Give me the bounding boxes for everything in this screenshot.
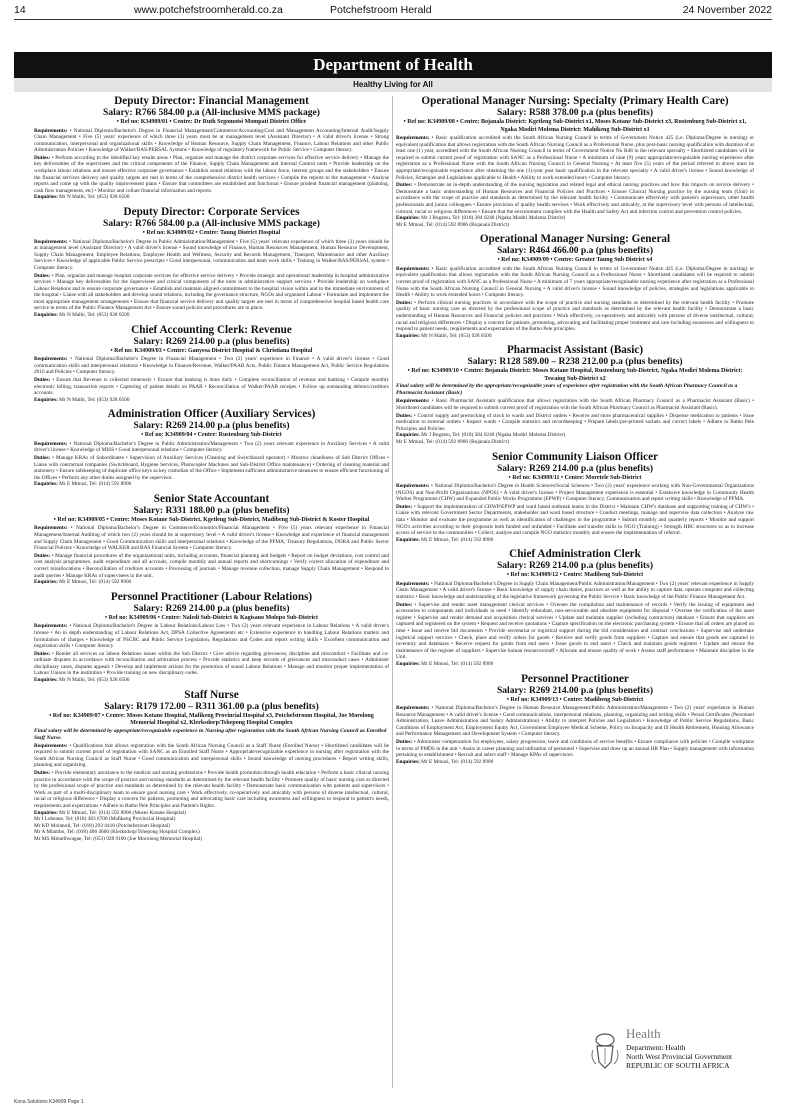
job-reference: • Ref no: K34909/11 • Centre: Moretele Sub-District: [508, 474, 642, 481]
enquiries-label: Enquiries:: [34, 194, 58, 201]
job-reference: • Ref no: K34909/07 • Centre: Moses Kotane Hospital, Mafikeng Provincial Hospital x3, Potchefstroom Hospital, Joe Morolong Memorial Hospital x2, Klerksdorp/Tshepong Hospital Complex: [49, 712, 374, 727]
paragraph-text: • Ensure that Revenue is collected timeously • Ensure that banking is done daily • Complete reconciliation of revenue and banking • Compile monthly electronic billing, transaction reports • Capturing of patient details on PAAB • Reconciliation of Walker/PAAB receipts • Follow up outstanding debtors/creditors accounts.: [34, 376, 389, 397]
job-listing: [396, 673, 754, 766]
paragraph-text: • National Diploma/Bachelor's Degree in Human Resource Management/Public Administration/Management • Two (2) years' experience in Human Resource Management • A valid driver's license • Good communications, interpersonal relations, planning, organizing and writing skills • Persal Certificates (Personnel Administration, Leave Administration and Salary Administration) • Ability to interpret Policies and Legislation • Knowledge of Public Service Regulations, Basic Conditions of Employment Act, Employment Equity Act, Government Employee Medical Scheme, Policy on Incapacity and Ill Health Retirement, Housing Allowance and Performance Management and Development System • Computer literacy.: [396, 705, 754, 738]
paragraph-label: Requirements:: [34, 127, 68, 134]
paragraph-label: Duties:: [396, 739, 413, 746]
enquiries: [34, 677, 389, 684]
enquiries-contact: Mr E Mmusi, Tel: (014) 592 8906 (Bojanala District): [396, 221, 509, 228]
job-paragraph: [396, 182, 754, 215]
job-paragraph: [396, 581, 754, 601]
enquiries-contact: Mr A Mlambo, Tel: (018) 406 4600 (Klerksdorp/Tshepong Hospital Complex): [34, 829, 200, 836]
enquiries-contact: Mr I Lebeane, Tel: (018) 383 6700 (Mafikeng Provincial Hospital): [34, 816, 176, 823]
enquiries: [34, 397, 389, 404]
logo-province: North West Provincial Government: [626, 1052, 733, 1061]
paragraph-label: Duties:: [34, 650, 51, 657]
paragraph-text: • National Diploma/Bachelor's Degree in Financial Management • Two (2) years' experience in Finance • A valid driver's license • Good communication skills and interpersonal relations • Knowledge in Finance/Revenue, Walker/PAAB Acts, Public Finance Management Act, Public Service Regulations 2016 and Policies • Computer literacy.: [34, 356, 389, 376]
job-title: Chief Administration Clerk: [509, 548, 641, 561]
enquiries-label: Enquiries:: [34, 809, 58, 816]
paragraph-label: Duties:: [34, 272, 51, 279]
paragraph-text: • National Diploma/Bachelor's Degree in Labour Relations/Labour Law • Two (2) years relevant experience in Labour Relations • A valid driver's license • An in depth understanding of Labour Relations Act, DPSA Collective Agreements etc • Extensive experience in handling Labour Relations matters and formulation of charges • Knowledge of PSCBC and Public Service Legislation, Regulations and Codes and report writing skills • Excellent communication and negotiation skills • Computer literacy.: [34, 623, 389, 650]
enquiries-contact: Mr E Mmusi, Tel: (014) 592 8906: [59, 579, 132, 586]
job-paragraph: [34, 770, 389, 810]
job-salary: Salary: R269 214.00 p.a (plus benefits): [133, 603, 290, 614]
paragraph-label: Requirements:: [396, 580, 430, 587]
paragraph-label: Duties:: [34, 455, 51, 461]
job-title: Chief Accounting Clerk: Revenue: [131, 323, 292, 336]
job-title: Operational Manager Nursing: Specialty (Primary Health Care): [421, 95, 729, 107]
job-reference: • Ref no: K34909/08 • Centre: Bojanala District: Kgetleng Sub-District x1, Moses Kotane Sub-District x3, Rustenburg Sub-District x1, Ngaka Modiri Molema District: Mahikeng Sub-District x1: [403, 119, 747, 133]
job-salary: Salary: R269 214.00 p.a (plus benefits): [133, 336, 290, 347]
enquiries-label: Enquiries:: [396, 215, 420, 222]
job-reference: • Ref no: K34909/02 • Centre: Taung District Hospital: [142, 230, 281, 237]
job-reference: • Ref no: K34909/12 • Centre: Madibeng Sub-District: [506, 572, 644, 579]
job-paragraph: [396, 504, 754, 537]
paragraph-label: Duties:: [396, 182, 413, 189]
job-paragraph: [34, 441, 389, 454]
website-url[interactable]: www.potchefstroomherald.co.za: [134, 4, 283, 16]
enquiries-contact: Mr N Malbi, Tel: (053) 928 0500: [59, 677, 130, 684]
job-title: Personnel Practitioner (Labour Relations): [110, 590, 313, 603]
job-reference: • Ref no: K34909/05 • Centre: Moses Kotane Sub-District, Kgetleng Sub-District, Madibeng Sub-District & Koster Hospital: [53, 516, 370, 523]
job-paragraph: [396, 413, 754, 433]
paragraph-label: Requirements:: [396, 483, 430, 489]
logo-wordmark: Health: [626, 1026, 661, 1041]
job-paragraph: [34, 273, 389, 313]
paragraph-text: • National Diploma/Bachelor's Degree in Public Administration/Management • Two (2) years relevant experience in Auxiliary Services • A valid driver's license • Knowledge of MISS • Good interpersonal relations • Computer literacy.: [34, 440, 389, 454]
paragraph-text: • Plan, organize and manage hospital corporate services for effective service delivery • Provide strategic and operational leadership in hospital administrative services • Manage key deliverables for the Supervisees and critical components of the units in administrative support services • Provide leadership on workplace Labour Relations and to ensure corporate governance • Establish and maintain aligned commitment to the hospital vision within and in the immediate environment of the hospital • Liaise with all stakeholders and develop sound relations, including the governance structure, NGOs and organized Labour • Formulate and implement the most appropriate management arrangements • Ensure that financial service delivery and quality targets are met in terms of comprehensive hospital based health care service in terms of the Public Finance Management Act • Ensure sound policies and procedures are in place.: [34, 272, 389, 312]
logo-country: REPUBLIC OF SOUTH AFRICA: [626, 1061, 730, 1070]
enquiries: [396, 333, 754, 340]
job-paragraph: [396, 705, 754, 738]
paragraph-text: • Support the implementation of CHWP/EPWP and ward based outbreak teams in the District • Maintain CHW's database and supporting training of CHW's • Liaise with relevant Government Sector Departments, stakeholder and ward based structure • Conduct meetings, manage and supervise data collection • Analyse raw data • Monitor and evaluate the programme as well as identification of challenges in the programme • Submit monthly and quarterly reports • Monitor and support NGO's activities according to their proposals both funded and unfunded • Facilitate and transfer skills to NGO (Training) • Strength HBC structures so as to increase access of service to the communities • Collect, analyse and compile NGO statistics monthly and ensure the implementation of referral.: [396, 503, 754, 537]
job-paragraph: [34, 377, 389, 397]
salary-note: Final salary will be determined by appropriate/recognizable experience in Nursing after registration with the South African Nursing Council as Enrolled Staff Nurse.: [34, 727, 387, 741]
job-listing: [396, 95, 754, 228]
coat-of-arms-icon: [588, 1032, 622, 1072]
job-title: Personnel Practitioner: [521, 672, 629, 685]
job-paragraph: [396, 602, 754, 661]
enquiries-contact: Mr E Mmusi, Tel: (014) 592 8906: [421, 660, 494, 667]
paragraph-text: • Demonstrate an in-depth understanding of the nursing legislation and related legal and ethical nursing practices and how this impacts on service delivery • Demonstrate a basic understanding of Human Resources and Financial Policies and Practices • Ensure Clinical Nursing practice by the nursing team (Unit) in accordance with the scope of practice and standards as determined by the relevant health facility • Communicate effectively with patient's supervisors, other health professionals and junior colleagues • Ensure provision of quality health services • Work effectively and amicably, at the supervisory level with persons of intellectual, cultural, racial or religious differences • Ensure that the environment complies with the Health and Safety Act and infection control and prevention control policies.: [396, 182, 754, 215]
paragraph-text: • National Diploma/Bachelor's Degree in Financial Management/Commerce/Accounting/Cost and Management Accounting/Internal Audit/Supply Chain Management • Five (5) years' experience of which three (3) years must be at management level (Assistant Director) • A valid driver's license • Strong communication, interpersonal and organizational skills • Knowledge of Human Resource, Supply Chain Management, Finance, Labour Relations and other Public Administration Policies • Knowledge of Walker/BAS/PERSAL Systems • Knowledge of regulatory framework for Public Service • Computer literacy.: [34, 127, 389, 154]
enquiries: [34, 579, 389, 586]
paragraph-text: • Basic qualification accredited with the South African Nursing Council in terms of Government Notice 425 (i.e. Diploma/Degree in nursing) or equivalent qualification that allows registration with the South African Nursing Council as a Professional Nurse • Shortlisted candidates will be required to submit current proof of registration with SANC as a Professional Nurse • A minimum of 7 years appropriate/recognisable nursing experience after registration as a Professional Nurse with the South African Nursing Council in General Nursing • A valid driver's license • Sound knowledge of policies, strategies and legislations applicable to Health • Ability to work extended hours • Computer literacy.: [396, 265, 754, 299]
job-salary: Salary: R766 584.00 p.a (All-inclusive MMS package): [103, 219, 320, 230]
job-paragraph: [34, 623, 389, 649]
paragraph-text: • Perform clinical nursing practices in accordance with the scope of practice and nursing standards as determined by the relevant health facility • Promote quality of basic nursing care as directed by the professional scope of practice and standards as determined by the relevant health facility • Demonstrate a basic understanding of Human Resources and Financial policies and practices • Work effectively, co-operatively and amicably with persons of diverse intellectual, cultural, racial and religious differences • Display a concern for patients, promoting, advocating and facilitating proper treatment and care including awareness and willingness to respond to patient needs, requirements and expectations of the Batho Pele principles.: [396, 299, 754, 333]
job-paragraph: [396, 300, 754, 333]
health-logo: [588, 1026, 764, 1082]
job-paragraph: [34, 239, 389, 272]
job-paragraph: [396, 266, 754, 299]
paragraph-label: Duties:: [34, 552, 51, 559]
job-salary: Salary: R128 589.00 – R238 212.00 p.a (plus benefits): [467, 357, 683, 368]
enquiries-contact: Mr E Mmusi, Tel: (014) 592 8906: [421, 758, 494, 765]
enquiries-label: Enquiries:: [396, 536, 420, 543]
enquiries-label: Enquiries:: [396, 660, 420, 667]
paragraph-label: Requirements:: [34, 238, 68, 245]
masthead: [14, 4, 772, 18]
enquiries-label: Enquiries:: [396, 432, 420, 439]
job-reference: • Ref no: K34909/13 • Centre: Madibeng Sub-District: [506, 696, 644, 703]
enquiries-contact: Mr KD Molatudi, Tel: (018) 293 4418 (Potchefstroom Hospital): [34, 822, 170, 829]
paragraph-text: • Manage financial procedures of the organizational units, including accounts, financial planning and budgets • Report on budget deviations, cost control and cost analysis programmes, audit expenditure and all accruals, compile monthly and annual reports and shortcomings • Verify correct allocation of expenditure and correct misallocations • Reconciliation of creditors accounts • Processing of journals • Manage revenue collection, manage Supply Chain Management • Respond to audit queries • Manage KRAs of supervisees in the unit.: [34, 552, 389, 579]
job-paragraph: [34, 743, 389, 769]
paragraph-text: • Basic Pharmacist Assistant qualification that allows registration with the South African Pharmacy Council as a Pharmacist Assistant (Basic) • Shortlisted candidates will be required to submit current proof of registration with the South African Pharmacy Council as Pharmacist Assistant (Basic).: [396, 398, 754, 411]
job-paragraph: [34, 128, 389, 154]
enquiries-contact: Mr N Malbi, Tel: (053) 928 0500: [421, 332, 492, 339]
job-reference: • Ref no: K34909/01 • Centre: Dr Ruth Segomotsi Mompati District Office: [116, 119, 307, 125]
paragraph-text: • Qualifications that allows registration with the South African Nursing Council as a Staff Nurse (Enrolled Nurse) • Shortlisted candidates will be required to submit current proof of registration with SANC as an Enrolled Staff Nurse • Appropriate/recognizable experience in nursing after registration with the South African Nursing Council as Staff Nurse • Good communication and interpersonal skills • Sound knowledge of nursing procedures • Report writing skills, planning and organizing.: [34, 742, 389, 769]
job-paragraph: [396, 483, 754, 503]
enquiries-label: Enquiries:: [34, 396, 58, 403]
enquiries: [396, 222, 754, 229]
job-reference: • Ref no: K34909/10 • Centre: Bojanala District: Moses Kotane Hospital, Rustenburg Sub-District, Ngaka Modiri Molema District: Tswaing Sub-District x2: [407, 368, 743, 382]
right-column: [396, 95, 754, 1095]
job-title: Deputy Director: Financial Management: [114, 95, 309, 107]
job-title: Senior Community Liaison Officer: [491, 450, 659, 463]
paragraph-label: Requirements:: [34, 440, 68, 447]
paragraph-text: • National Diploma/Bachelor's Degree in Health Sciences/Social Sciences • Two (2) years' experience working with Non-Governmental Organizations (NGOS) and Non-Profit Organizations (NPOS) • A valid driver's license • Project Management experience is essential • Extensive knowledge in Community Health Worker Programme (CHW) and Expanded Public Works Programme (EPWP) • Computer literacy, Communication and report writing skills • Knowledge of PFMA.: [396, 483, 754, 503]
paragraph-label: Requirements:: [34, 742, 68, 749]
job-salary: Salary: R179 172.00 – R311 361.00 p.a (plus benefits): [104, 701, 319, 712]
paragraph-label: Requirements:: [34, 623, 68, 630]
job-paragraph: [396, 398, 754, 411]
job-paragraph: [34, 455, 389, 481]
paragraph-label: Requirements:: [34, 525, 68, 532]
logo-department: Department: Health: [626, 1043, 686, 1052]
department-tagline: Healthy Living for All: [14, 78, 772, 92]
enquiries-contact: Mr E Mmusi, Tel: (014) 592 8906: [59, 481, 132, 488]
job-reference: • Ref no: K34909/06 • Centre: Naledi Sub-District & Kagisano Molopo Sub-District: [105, 614, 318, 621]
paragraph-text: • Control supply and prestocking of stock to wards and District outlets • Receive and store pharmaceutical supplies • Dispense medication to patients • Issue medication to external outlets • Inspect wards • Compile statistics and recordkeeping • Prepare labels/pre-printed sachets and correct labels • Adhere to Batho Pele Principles and Policies.: [396, 412, 754, 432]
paragraph-text: • National Diploma/Bachelor's Degree in Public Administration/Management • Five (5) years' relevant experience of which three (3) years should be at management level (Assistant Director) • A valid driver's license • Sound knowledge of Finance, Human Resources Management, Human Resource Development, Supply Chain Management, Employee Relations, Employee Health and Wellness, Security and Records Management, Transport, Maintenance and other Auxiliary Services • Knowledge of applicable Public Service prescripts • Good interpersonal, communication and team work skills • Training in Walker/BAS/PERSAL system • Computer literacy.: [34, 238, 389, 271]
paragraph-label: Requirements:: [34, 356, 68, 363]
footer-note: Kona Solutions K34909 Page 1: [14, 1099, 84, 1105]
enquiries-label: Enquiries:: [34, 579, 58, 586]
left-column: [34, 95, 389, 1095]
paragraph-text: • Manage KRAs of Subordinates • Supervision of Auxiliary Services (Cleaning and Switchboard operator) • Monitor cleanliness of Sub District Offices • Liaise with contractual companies (Switchboard, Hygiene Services, Photocopier Machines and Sub-District Office maintenance) • Ordering of cleaning material and stationery • Ensure safekeeping of duplicate office keys as key custodian of the Office • Implement sufficient administrative measures to ensure efficient functioning of the Offices • Perform any other duties assigned by the supervisor.: [34, 455, 389, 481]
job-listing: [34, 324, 389, 404]
page-number: 14: [14, 4, 26, 16]
job-listing: [34, 591, 389, 684]
job-title: Operational Manager Nursing: General: [479, 233, 671, 246]
job-salary: Salary: R269 214.00 p.a (plus benefits): [497, 561, 653, 572]
paragraph-label: Duties:: [34, 770, 51, 777]
salary-note: Final salary will be determined by the appropriate/recognizable years of experience after registration with the South African Pharmacy Council as a Pharmacist Assistant (Basic): [396, 383, 738, 397]
paragraph-label: Duties:: [34, 154, 51, 161]
paragraph-label: Duties:: [396, 299, 413, 306]
job-paragraph: [34, 155, 389, 195]
paragraph-text: • Supervise and render asset management clerical services • Oversee the compilation and maintenance of records • Verify the issuing of equipment and accessories to components and individuals in need • Identify redundant, non-serviceable and obsolete equipment for disposal • Oversee the verification of the asset register • Supervise and render demand and acquisition clerical services • Update and maintain supplier (including contractors) database • Ensure that suppliers are captured and registered on the system • Request and receive quotations • Capture specification on the electronic purchasing system • Ensure that all orders are placed on time • Issue and receive bid documents • Provide secretariat or logistical support during the bid consideration and contract conclusions • Supervise and undertake logistical support services • Check, place and verify orders for goods • Receive and verify goods from suppliers • Capture and ensure that goods are captured in inventory and databases • Receive request for goods from end users • Issue goods to end users • Check and maintain goods registers • Update and ensure the maintenance of the register of suppliers • Supervise human resources/staff • Allocate and ensure quality of work • Assess staff performance • Maintain discipline in the Unit.: [396, 601, 754, 661]
enquiries: [396, 759, 754, 766]
job-paragraph: [34, 356, 389, 376]
job-salary: Salary: R766 584.00 p.a (All-inclusive MMS package): [103, 108, 320, 118]
job-reference: • Ref no: K34909/04 • Centre: Rustenburg Sub-District: [141, 432, 282, 439]
job-paragraph: [396, 739, 754, 759]
job-salary: Salary: R464 466.00 p.a (plus benefits): [497, 246, 653, 257]
paragraph-label: Duties:: [396, 412, 413, 419]
job-reference: • Ref no: K34909/03 • Centre: Ganyesa District Hospital & Christiana Hospital: [110, 347, 313, 354]
job-salary: Salary: R331 188.00 p.a (plus benefits): [133, 505, 290, 516]
job-listing: [34, 493, 389, 586]
column-divider: [392, 96, 393, 1088]
enquiries-contact: Mr E Mmusi, Tel: (014) 592 8906 (Moses Kotane Hospital): [59, 809, 186, 816]
paragraph-text: • Render all services on labour Relations issues within the Sub District • Give advice regarding grievances, discipline and misconduct • Facilitate and co-ordinate disputes in accordance with reconciliation and arbitration process • Provide statistics and keep records of grievances and misconduct cases • Administer disciplinary cases, disputes appeals • Develop and implement actions for the promotion of sound Labour Relations • Manage and monitor proper implementation of Labour Unions in the institution • Provide training on new disciplinary codes.: [34, 650, 389, 677]
job-listing: [396, 233, 754, 339]
job-salary: Salary: R269 214.00 p.a (plus benefits): [133, 421, 290, 432]
job-listing: [34, 95, 389, 201]
enquiries: [396, 661, 754, 668]
enquiries-contact: Mr J Bogatsu, Tel: (018) 384 0240 (Ngaka Modiri Molema District): [421, 432, 566, 439]
masthead-rule: [14, 19, 772, 20]
department-banner: Department of Health: [14, 52, 772, 78]
enquiries-label: Enquiries:: [34, 312, 58, 319]
publication-name: Potchefstroom Herald: [330, 4, 432, 16]
paragraph-text: • National Diploma/Bachelor's Degree in Supply Chain Management/Public Administration/Management • Two (2) years' relevant experience in Supply Chain Management • A valid driver's license • Basic knowledge of supply chain duties, practices as well as the ability to capture data, operate computer and collecting statistics • Basic knowledge and understanding of the legislative framework governing the Public Service • Basic knowledge of the Public Finance Management Act.: [396, 580, 754, 601]
job-title: Pharmacist Assistant (Basic): [506, 344, 644, 357]
job-listing: [396, 451, 754, 544]
enquiries-label: Enquiries:: [34, 677, 58, 684]
job-title: Senior State Accountant: [153, 492, 270, 505]
enquiries: [396, 215, 754, 222]
job-title: Staff Nurse: [184, 688, 239, 701]
paragraph-label: Requirements:: [396, 135, 430, 141]
enquiries-contact: Mr MS Mmutlhwagae, Tel: (053) 928 9100 (Joe Morolong Memorial Hospital): [34, 835, 202, 842]
job-salary: Salary: R269 214.00 p.a (plus benefits): [497, 463, 653, 474]
enquiries-label: Enquiries:: [396, 332, 420, 339]
enquiries-contact: Mr N Malbi, Tel: (053) 928 0500: [59, 194, 130, 201]
enquiries: [396, 537, 754, 544]
paragraph-label: Requirements:: [396, 705, 430, 712]
job-title: Administration Officer (Auxiliary Services): [107, 408, 316, 421]
enquiries: [34, 816, 389, 823]
enquiries-contact: Mr J Bogatsu, Tel: (018) 384 0240 (Ngaka Modiri Molema District): [421, 215, 566, 222]
enquiries-contact: Mr N Malbi, Tel: (053) 928 0500: [59, 312, 130, 319]
paragraph-label: Duties:: [396, 601, 413, 608]
enquiries: [396, 432, 754, 439]
enquiries: [34, 194, 389, 201]
enquiries: [34, 481, 389, 488]
enquiries: [34, 829, 389, 836]
issue-date: 24 November 2022: [682, 4, 772, 16]
job-listing: [396, 344, 754, 445]
job-title: Deputy Director: Corporate Services: [123, 206, 300, 219]
paragraph-label: Requirements:: [396, 398, 430, 405]
enquiries-label: Enquiries:: [396, 758, 420, 765]
enquiries: [396, 439, 754, 446]
job-listing: [34, 408, 389, 488]
paragraph-text: • Provide elementary assistance to the medical and nursing professions • Provide health promotion through health education • Perform a basic clinical nursing practice in accordance with the scope of practice and nursing standards as determined by the relevant health facility • Promote quality of basic nursing care as directed by the professional scope of practice and standards as determined by the relevant health facility • Demonstrate basic communication with patients and supervisors • Work as part of a multi-disciplinary team to ensure good nursing care • Work effectively, co-operatively and amicably with persons of diverse intellectual, cultural, racial or religious difference • Display a concern for patients, promoting and advocating basic care including awareness and willingness to respond to patient's needs, requirements and expectations • Adhere to Batho Pele Principles and Patient's Rights.: [34, 770, 389, 809]
enquiries: [34, 836, 389, 843]
enquiries-contact: Mr E Mmusi, Tel: (014) 592 8906: [421, 536, 494, 543]
paragraph-text: • National Diploma/Bachelor's Degree in Commerce/Economics/Financial Management • Five (5) years relevant experience in Financial Management/Internal Auditing of which two (2) years should be at supervisory level • A valid driver's license • Knowledge and experience of financial management and Supply Chain Management • Good Communication skills and interpersonal relations • Knowledge of the PFMA, Treasury Regulations, DORA and Public Sector Financial Policies • Knowledge of WALKER and BAS Financial System • Computer literacy.: [34, 525, 389, 552]
enquiries: [34, 312, 389, 319]
paragraph-label: Duties:: [34, 376, 51, 383]
job-paragraph: [34, 651, 389, 677]
paragraph-label: Requirements:: [396, 265, 430, 272]
job-salary: Salary: R269 214.00 p.a (plus benefits): [497, 685, 653, 696]
job-listing: [34, 689, 389, 843]
job-paragraph: [34, 525, 389, 551]
job-listing: [34, 206, 389, 319]
paragraph-text: • Basic qualification accredited with the South African Nursing Council in terms of Government Notice 425 (i.e. Diploma/Degree in nursing) or equivalent qualification that allows registration with the South African Nursing Council as a Professional Nurse, plus post-basic nursing qualification with duration of at least one (1) year, accredited with the South African Nursing Council in terms of Government Notice No R48 in the relevant specialty • Shortlisted candidates will be required to submit current proof of registration with SANC as a Professional Nurse • A minimum of nine (9) years appropriate/recognisable nursing experience after registration as a Professional Nurse with the South African Nursing Council in General Nursing • At least five (5) years of the period referred to above must be appropriate/recognisable experience after obtaining the one (1)-year post basic qualification in the relevant specialty • A valid driver's license • Sound knowledge of Policies, Strategies and Legislations applicable to Health • Ability to work extended hours • Computer literacy.: [396, 135, 754, 181]
paragraph-text: • Administer compensation for employees, salary progression, leave and conditions of service benefits • Ensure compliance with policies • Compile workplans in terms of PMDS in the unit • Assist in career planning and utilization of personnel • Supervise and draw up an annual HR Plan • Supply management with information pertaining to establishment • Recruit and select staff • Manage KPAs of supervisors.: [396, 739, 754, 759]
job-salary: Salary: R588 378.00 p.a (plus benefits): [497, 108, 653, 118]
paragraph-label: Duties:: [396, 503, 413, 510]
paragraph-text: • Perform according to the identified key results areas • Plan, organize and manage the district corporate services for effective service delivery • Manage the key deliverables of the supervisees and the critical components of the Finance, Supply Chain Management and Internal Control units • Provide leadership on the workplace labour relations and ensure effective corporate governance • Establish sound relations with the labour force, interest groups and the stakeholders • Ensure the financial services delivery and quality targets are met in terms of the comprehensive district health services • Compile the reports to the management • Analyse reports and come up with the quality improvement plans • Ensure that committees are established and functional • Ensure prudent financial management (planning, cash flow management, etc) • Monitor and collate financial information and reports.: [34, 154, 389, 194]
enquiries-label: Enquiries:: [34, 481, 58, 488]
enquiries-contact: Mr E Mmusi, Tel: (014) 592 8906 (Bojanala District): [396, 438, 509, 445]
job-reference: • Ref no: K34909/09 • Centre: Greater Taung Sub District x4: [497, 257, 653, 264]
job-paragraph: [34, 553, 389, 579]
enquiries-contact: Mr N Malbi, Tel: (053) 928 0500: [59, 396, 130, 403]
job-paragraph: [396, 135, 754, 181]
job-listing: [396, 548, 754, 667]
